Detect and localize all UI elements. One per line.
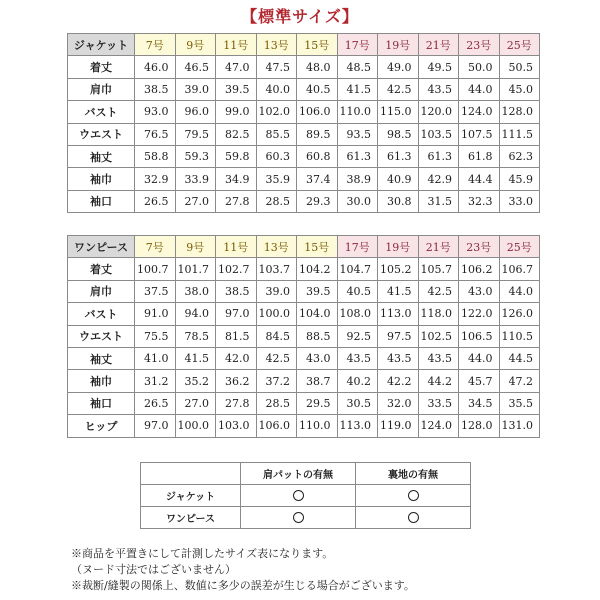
table-cell: 33.9 xyxy=(175,168,216,190)
table-cell: 47.0 xyxy=(216,56,257,78)
table-cell: 29.5 xyxy=(297,392,338,414)
table-cell: 36.2 xyxy=(216,370,257,392)
table-cell: 131.0 xyxy=(499,415,540,437)
table-cell: 27.0 xyxy=(175,190,216,212)
table-cell: 126.0 xyxy=(499,303,540,325)
table-cell: 27.8 xyxy=(216,190,257,212)
table-cell: 38.7 xyxy=(297,370,338,392)
row-label: 袖口 xyxy=(68,190,135,212)
table-cell: 84.5 xyxy=(256,325,297,347)
table-row xyxy=(68,347,540,369)
table-cell: 106.2 xyxy=(459,258,500,280)
table-cell: 49.0 xyxy=(378,56,419,78)
row-label: ウエスト xyxy=(68,325,135,347)
table-cell: 107.5 xyxy=(459,123,500,145)
table-cell: 35.5 xyxy=(499,392,540,414)
table-cell: 26.5 xyxy=(135,190,176,212)
table-cell: 97.0 xyxy=(216,303,257,325)
size-header: 7号 xyxy=(135,34,176,56)
table-cell: 34.9 xyxy=(216,168,257,190)
table-cell: 61.3 xyxy=(418,145,459,167)
table-cell: 43.5 xyxy=(378,347,419,369)
table-cell: 44.4 xyxy=(459,168,500,190)
size-header: 7号 xyxy=(135,236,176,258)
table-cell: 43.5 xyxy=(337,347,378,369)
table-cell: 38.9 xyxy=(337,168,378,190)
table-cell: 105.2 xyxy=(378,258,419,280)
table-cell: 45.0 xyxy=(499,78,540,100)
table-cell: 40.2 xyxy=(337,370,378,392)
table-cell: 27.8 xyxy=(216,392,257,414)
lining-header: 裏地の有無 xyxy=(356,463,471,485)
table-cell: 38.5 xyxy=(135,78,176,100)
circle-icon xyxy=(408,490,419,501)
table-cell: 27.0 xyxy=(175,392,216,414)
table-cell: 33.5 xyxy=(418,392,459,414)
table-row xyxy=(141,507,471,529)
table-cell: 40.5 xyxy=(297,78,338,100)
table-cell: 48.0 xyxy=(297,56,338,78)
table-cell: 106.0 xyxy=(256,415,297,437)
size-header: 21号 xyxy=(418,34,459,56)
table-cell: 28.5 xyxy=(256,190,297,212)
size-header: 13号 xyxy=(256,236,297,258)
table-cell: 110.5 xyxy=(499,325,540,347)
table-cell: 106.0 xyxy=(297,101,338,123)
table-cell: 124.0 xyxy=(418,415,459,437)
table-cell: 105.7 xyxy=(418,258,459,280)
table-cell: 106.5 xyxy=(459,325,500,347)
table-cell: 100.0 xyxy=(256,303,297,325)
table-row xyxy=(68,56,540,78)
note-line: （ヌード寸法ではございません） xyxy=(71,563,236,576)
onepiece-lining-circle xyxy=(356,507,471,529)
table-cell: 82.5 xyxy=(216,123,257,145)
table-cell: 94.0 xyxy=(175,303,216,325)
table-cell: 59.3 xyxy=(175,145,216,167)
table-cell: 29.3 xyxy=(297,190,338,212)
table-cell: 113.0 xyxy=(378,303,419,325)
table-cell: 41.0 xyxy=(135,347,176,369)
table-cell: 92.5 xyxy=(337,325,378,347)
table-header-label: ジャケット xyxy=(68,34,135,56)
table-cell: 96.0 xyxy=(175,101,216,123)
table-row xyxy=(68,145,540,167)
table-cell: 37.4 xyxy=(297,168,338,190)
size-header: 21号 xyxy=(418,236,459,258)
table-cell: 45.7 xyxy=(459,370,500,392)
table-cell: 42.5 xyxy=(418,280,459,302)
table-row xyxy=(68,280,540,302)
table-cell: 46.5 xyxy=(175,56,216,78)
size-header: 23号 xyxy=(459,236,500,258)
table-cell: 39.0 xyxy=(256,280,297,302)
table-cell: 88.5 xyxy=(297,325,338,347)
row-label: ウエスト xyxy=(68,123,135,145)
table-row xyxy=(68,101,540,123)
table-cell: 110.0 xyxy=(297,415,338,437)
table-row xyxy=(68,190,540,212)
table-cell: 41.5 xyxy=(378,280,419,302)
table-cell: 100.0 xyxy=(175,415,216,437)
table-cell: 93.5 xyxy=(337,123,378,145)
table-cell: 43.5 xyxy=(418,78,459,100)
row-label-jacket: ジャケット xyxy=(141,485,241,507)
table-cell: 48.5 xyxy=(337,56,378,78)
page-title: 【標準サイズ】 xyxy=(241,7,359,26)
row-label: 袖丈 xyxy=(68,347,135,369)
table-cell: 111.5 xyxy=(499,123,540,145)
table-cell: 118.0 xyxy=(418,303,459,325)
table-cell: 47.5 xyxy=(256,56,297,78)
table-cell: 75.5 xyxy=(135,325,176,347)
table-cell: 42.5 xyxy=(378,78,419,100)
size-header: 17号 xyxy=(337,34,378,56)
table-cell: 97.0 xyxy=(135,415,176,437)
table-cell: 122.0 xyxy=(459,303,500,325)
table-cell: 102.0 xyxy=(256,101,297,123)
table-cell: 61.8 xyxy=(459,145,500,167)
table-cell: 100.7 xyxy=(135,258,176,280)
table-cell: 124.0 xyxy=(459,101,500,123)
table-cell: 41.5 xyxy=(175,347,216,369)
table-row xyxy=(68,415,540,437)
table-cell: 93.0 xyxy=(135,101,176,123)
row-label: 袖丈 xyxy=(68,145,135,167)
table-cell: 39.5 xyxy=(216,78,257,100)
table-cell: 40.9 xyxy=(378,168,419,190)
size-header: 25号 xyxy=(499,236,540,258)
table-cell: 99.0 xyxy=(216,101,257,123)
table-cell: 31.2 xyxy=(135,370,176,392)
table-cell: 60.8 xyxy=(297,145,338,167)
table-cell: 43.5 xyxy=(418,347,459,369)
table-cell: 44.2 xyxy=(418,370,459,392)
table-cell: 43.0 xyxy=(459,280,500,302)
table-cell: 115.0 xyxy=(378,101,419,123)
table-cell: 76.5 xyxy=(135,123,176,145)
table-cell: 59.8 xyxy=(216,145,257,167)
table-cell: 110.0 xyxy=(337,101,378,123)
size-header: 15号 xyxy=(297,34,338,56)
table-cell: 30.8 xyxy=(378,190,419,212)
table-cell: 58.8 xyxy=(135,145,176,167)
jacket-size-table xyxy=(67,33,540,213)
table-row xyxy=(68,78,540,100)
table-cell: 103.0 xyxy=(216,415,257,437)
table-cell: 30.0 xyxy=(337,190,378,212)
onepiece-pad-circle xyxy=(241,507,356,529)
table-cell: 97.5 xyxy=(378,325,419,347)
table-cell: 108.0 xyxy=(337,303,378,325)
row-label: 袖巾 xyxy=(68,370,135,392)
row-label: 着丈 xyxy=(68,56,135,78)
table-row xyxy=(68,123,540,145)
table-cell: 35.9 xyxy=(256,168,297,190)
table-cell: 32.9 xyxy=(135,168,176,190)
table-cell: 38.5 xyxy=(216,280,257,302)
table-cell: 46.0 xyxy=(135,56,176,78)
table-cell: 61.3 xyxy=(378,145,419,167)
table-cell: 37.5 xyxy=(135,280,176,302)
table-cell: 37.2 xyxy=(256,370,297,392)
table-cell: 103.5 xyxy=(418,123,459,145)
jacket-lining-circle xyxy=(356,485,471,507)
row-label: 肩巾 xyxy=(68,280,135,302)
row-label: 肩巾 xyxy=(68,78,135,100)
table-cell: 42.5 xyxy=(256,347,297,369)
table-row xyxy=(68,370,540,392)
table-cell: 91.0 xyxy=(135,303,176,325)
table-cell: 50.0 xyxy=(459,56,500,78)
table-cell: 128.0 xyxy=(499,101,540,123)
size-header: 9号 xyxy=(175,236,216,258)
table-cell: 35.2 xyxy=(175,370,216,392)
table-cell: 106.7 xyxy=(499,258,540,280)
circle-icon xyxy=(293,490,304,501)
table-cell: 28.5 xyxy=(256,392,297,414)
table-row xyxy=(68,258,540,280)
row-label: ヒップ xyxy=(68,415,135,437)
table-cell: 40.5 xyxy=(337,280,378,302)
notes xyxy=(71,546,415,594)
table-cell: 104.7 xyxy=(337,258,378,280)
circle-icon xyxy=(293,512,304,523)
note-line: ※商品を平置きにして計測したサイズ表になります。 xyxy=(71,547,334,560)
table-cell: 33.0 xyxy=(499,190,540,212)
table-row xyxy=(68,168,540,190)
table-cell: 104.2 xyxy=(297,258,338,280)
table-cell: 119.0 xyxy=(378,415,419,437)
table-cell: 32.3 xyxy=(459,190,500,212)
table-cell: 44.0 xyxy=(459,78,500,100)
table-cell: 128.0 xyxy=(459,415,500,437)
table-cell: 81.5 xyxy=(216,325,257,347)
size-header: 23号 xyxy=(459,34,500,56)
size-header: 11号 xyxy=(216,236,257,258)
table-row xyxy=(68,392,540,414)
row-label: 袖巾 xyxy=(68,168,135,190)
table-cell: 78.5 xyxy=(175,325,216,347)
table-cell: 41.5 xyxy=(337,78,378,100)
pad-lining-table xyxy=(140,462,471,529)
size-header: 25号 xyxy=(499,34,540,56)
table-cell: 50.5 xyxy=(499,56,540,78)
table-cell: 102.5 xyxy=(418,325,459,347)
table-cell: 61.3 xyxy=(337,145,378,167)
shoulder-pad-header: 肩パットの有無 xyxy=(241,463,356,485)
row-label: 袖口 xyxy=(68,392,135,414)
size-header: 19号 xyxy=(378,34,419,56)
table-cell: 40.0 xyxy=(256,78,297,100)
table-row xyxy=(68,303,540,325)
onepiece-size-table xyxy=(67,235,540,438)
note-line: ※裁断/縫製の関係上、数値に多少の誤差が生じる場合がございます。 xyxy=(71,579,415,592)
table-cell: 102.7 xyxy=(216,258,257,280)
table-cell: 31.5 xyxy=(418,190,459,212)
size-header: 15号 xyxy=(297,236,338,258)
row-label: 着丈 xyxy=(68,258,135,280)
table-row xyxy=(141,485,471,507)
pad-table-corner xyxy=(141,463,241,485)
table-cell: 120.0 xyxy=(418,101,459,123)
jacket-pad-circle xyxy=(241,485,356,507)
table-cell: 104.0 xyxy=(297,303,338,325)
table-cell: 39.0 xyxy=(175,78,216,100)
table-cell: 44.0 xyxy=(499,280,540,302)
table-cell: 45.9 xyxy=(499,168,540,190)
table-cell: 101.7 xyxy=(175,258,216,280)
table-cell: 42.2 xyxy=(378,370,419,392)
table-cell: 47.2 xyxy=(499,370,540,392)
table-cell: 26.5 xyxy=(135,392,176,414)
table-cell: 89.5 xyxy=(297,123,338,145)
table-cell: 44.0 xyxy=(459,347,500,369)
circle-icon xyxy=(408,512,419,523)
table-cell: 42.0 xyxy=(216,347,257,369)
table-cell: 34.5 xyxy=(459,392,500,414)
table-cell: 62.3 xyxy=(499,145,540,167)
table-cell: 79.5 xyxy=(175,123,216,145)
size-header: 9号 xyxy=(175,34,216,56)
table-cell: 85.5 xyxy=(256,123,297,145)
table-cell: 38.0 xyxy=(175,280,216,302)
size-header: 11号 xyxy=(216,34,257,56)
table-cell: 42.9 xyxy=(418,168,459,190)
table-cell: 49.5 xyxy=(418,56,459,78)
table-cell: 98.5 xyxy=(378,123,419,145)
table-cell: 60.3 xyxy=(256,145,297,167)
table-row xyxy=(68,325,540,347)
size-header: 13号 xyxy=(256,34,297,56)
size-header: 17号 xyxy=(337,236,378,258)
table-cell: 103.7 xyxy=(256,258,297,280)
table-cell: 39.5 xyxy=(297,280,338,302)
table-cell: 44.5 xyxy=(499,347,540,369)
table-cell: 43.0 xyxy=(297,347,338,369)
table-cell: 32.0 xyxy=(378,392,419,414)
row-label-onepiece: ワンピース xyxy=(141,507,241,529)
table-header-label: ワンピース xyxy=(68,236,135,258)
size-header: 19号 xyxy=(378,236,419,258)
row-label: バスト xyxy=(68,101,135,123)
row-label: バスト xyxy=(68,303,135,325)
table-cell: 30.5 xyxy=(337,392,378,414)
table-cell: 113.0 xyxy=(337,415,378,437)
